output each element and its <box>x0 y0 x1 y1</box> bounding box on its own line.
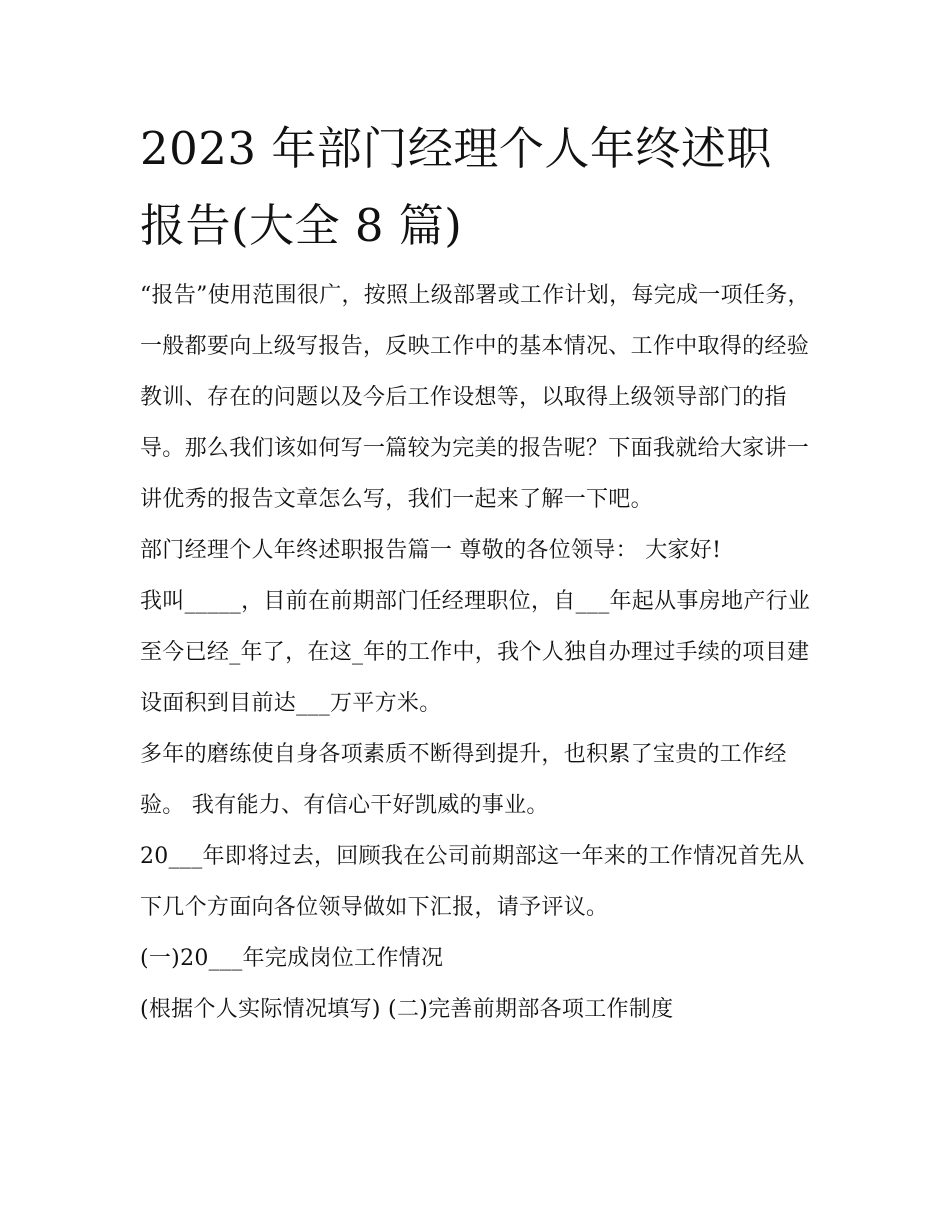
body-paragraph-introduction: 我叫_____，目前在前期部门任经理职位，自___年起从事房地产行业至今已经_年了，在这_年的工作中，我个人独自办理过手续的项目建设面积到目前达___万平方米。 <box>140 589 811 716</box>
body-paragraph-review: 20___年即将过去，回顾我在公司前期部这一年来的工作情况首先从下几个方面向各位领导做如下汇报，请予评议。 <box>140 844 805 920</box>
document-page <box>140 110 820 1035</box>
list-item-one: (一)20___年完成岗位工作情况 <box>140 946 444 971</box>
title-line-1: 2023 年部门经理个人年终述职 <box>140 122 772 175</box>
section-heading-greeting: 部门经理个人年终述职报告篇一 尊敬的各位领导： 大家好! <box>140 538 722 563</box>
intro-paragraph: “报告”使用范围很广，按照上级部署或工作计划，每完成一项任务，一般都要向上级写报告，反映工作中的基本情况、工作中取得的经验教训、存在的问题以及今后工作设想等，以取得上级领导部门的指导。那么我们该如何写一篇较为完美的报告呢？下面我就给大家讲一讲优秀的报告文章怎么写，我们一起来了解一下吧。 <box>140 283 810 512</box>
list-item-two: (根据个人实际情况填写) (二)完善前期部各项工作制度 <box>140 997 674 1022</box>
title-line-2: 报告(大全 8 篇) <box>140 199 463 252</box>
document-title <box>140 110 820 264</box>
body-paragraph-experience: 多年的磨练使自身各项素质不断得到提升，也积累了宝贵的工作经验。 我有能力、有信心干好凯威的事业。 <box>140 742 787 818</box>
